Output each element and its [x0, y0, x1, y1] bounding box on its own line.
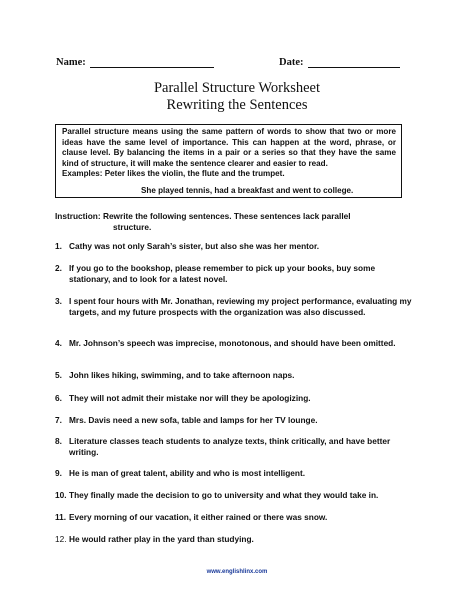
instruction [55, 211, 415, 232]
footer-url[interactable]: www.englishlinx.com [206, 569, 268, 575]
name-line[interactable] [90, 57, 214, 68]
item-text: He would rather play in the yard than studying. [69, 534, 254, 544]
item-number: 5. [55, 370, 62, 380]
date-field[interactable] [279, 57, 400, 68]
item-text: Mrs. Davis need a new sofa, table and lamps for her TV lounge. [69, 415, 318, 425]
list-item [55, 490, 415, 501]
item-number: 7. [55, 415, 62, 425]
info-box [55, 124, 402, 198]
item-number: 3. [55, 296, 62, 306]
list-item [55, 436, 415, 457]
list-item [55, 415, 415, 426]
date-label: Date: [279, 57, 304, 68]
date-line[interactable] [308, 57, 400, 68]
item-number: 1. [55, 241, 62, 251]
list-item [55, 263, 415, 284]
name-label: Name: [56, 57, 86, 68]
instruction-label: Instruction: [55, 211, 101, 221]
item-text: He is man of great talent, ability and who is most intelligent. [69, 468, 306, 478]
item-text: Cathy was not only Sarah’s sister, but also she was her mentor. [69, 241, 320, 251]
item-text: Every morning of our vacation, it either rained or there was snow. [69, 512, 328, 522]
item-number: 10. [55, 490, 67, 500]
example-2: She played tennis, had a breakfast and went to college. [141, 185, 354, 195]
item-number: 12. [55, 534, 67, 544]
examples-line: Examples: Peter likes the violin, the flute and the trumpet. [62, 169, 285, 179]
instruction-continuation: structure. [113, 221, 152, 232]
item-text: John likes hiking, swimming, and to take afternoon naps. [69, 370, 295, 380]
item-text: They will not admit their mistake nor will they be apologizing. [69, 393, 311, 403]
item-number: 2. [55, 263, 62, 273]
header [56, 57, 396, 73]
instruction-text: Rewrite the following sentences. These sentences lack parallel [102, 211, 351, 221]
list-item [55, 512, 415, 523]
item-number: 8. [55, 436, 62, 446]
item-text: Mr. Johnson’s speech was imprecise, monotonous, and should have been omitted. [69, 338, 396, 348]
worksheet-subtitle: Rewriting the Sentences [166, 97, 308, 113]
list-item [55, 241, 415, 252]
item-number: 6. [55, 393, 62, 403]
item-number: 4. [55, 338, 62, 348]
list-item [55, 393, 415, 404]
item-text: They finally made the decision to go to university and what they would take in. [69, 490, 379, 500]
list-item [55, 338, 415, 349]
item-number: 11. [55, 512, 67, 522]
item-text: If you go to the bookshop, please remember to pick up your books, buy some stationary, and to look for a latest novel. [69, 263, 376, 284]
item-number: 9. [55, 468, 62, 478]
list-item [55, 534, 415, 545]
worksheet-title: Parallel Structure Worksheet [153, 80, 321, 96]
item-text: I spent four hours with Mr. Jonathan, reviewing my project performance, evaluating my targets, and my future prospects with the organization was also discussed. [69, 296, 412, 317]
list-item [55, 468, 415, 479]
item-text: Literature classes teach students to analyze texts, think critically, and have better writing. [69, 436, 391, 457]
info-paragraph: Parallel structure means using the same pattern of words to show that two or more ideas have the same level of importance. This can happen at the word, phrase, or clause level. By balancing the items in a pair or a series so that they have the same kind of structure, it will make the sentence clearer and easier to read. [62, 127, 396, 168]
list-item [55, 296, 415, 317]
name-field[interactable] [56, 57, 214, 68]
list-item [55, 370, 415, 381]
